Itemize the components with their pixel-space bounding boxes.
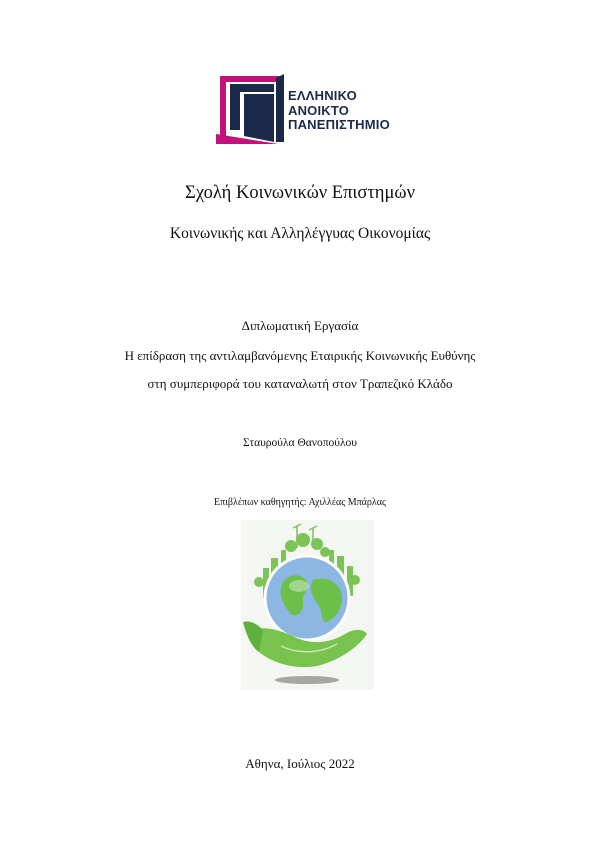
university-logo-icon [216,72,286,144]
school-name: Σχολή Κοινωνικών Επιστημών [185,183,415,203]
document-type: Διπλωματική Εργασία [241,318,359,333]
green-earth-in-hand-icon [241,520,374,690]
supervisor-line: Επιβλέπων καθηγητής: Αχιλλέας Μπάρλας [214,497,386,508]
logo-line-2: ΑΝΟΙΚΤΟ [288,102,350,118]
author-name: Σταυρούλα Θανοπούλου [242,437,358,449]
logo-line-3: ΠΑΝΕΠΙΣΤΗΜΙΟ [288,117,390,133]
logo-wordmark [288,89,390,133]
university-logo [216,72,406,144]
logo-line-1: ΕΛΛΗΝΙΚΟ [288,88,357,103]
thesis-title-line-2: στη συμπεριφορά του καταναλωτή στον Τραπεζικό Κλάδο [147,376,453,391]
department-name: Κοινωνικής και Αλληλέγγυας Οικονομίας [169,225,431,242]
place-and-date: Αθηνα, Ιούλιος 2022 [245,756,355,771]
thesis-title-line-1: Η επίδραση της αντιλαμβανόμενης Εταιρικής Κοινωνικής Ευθύνης [124,348,476,363]
